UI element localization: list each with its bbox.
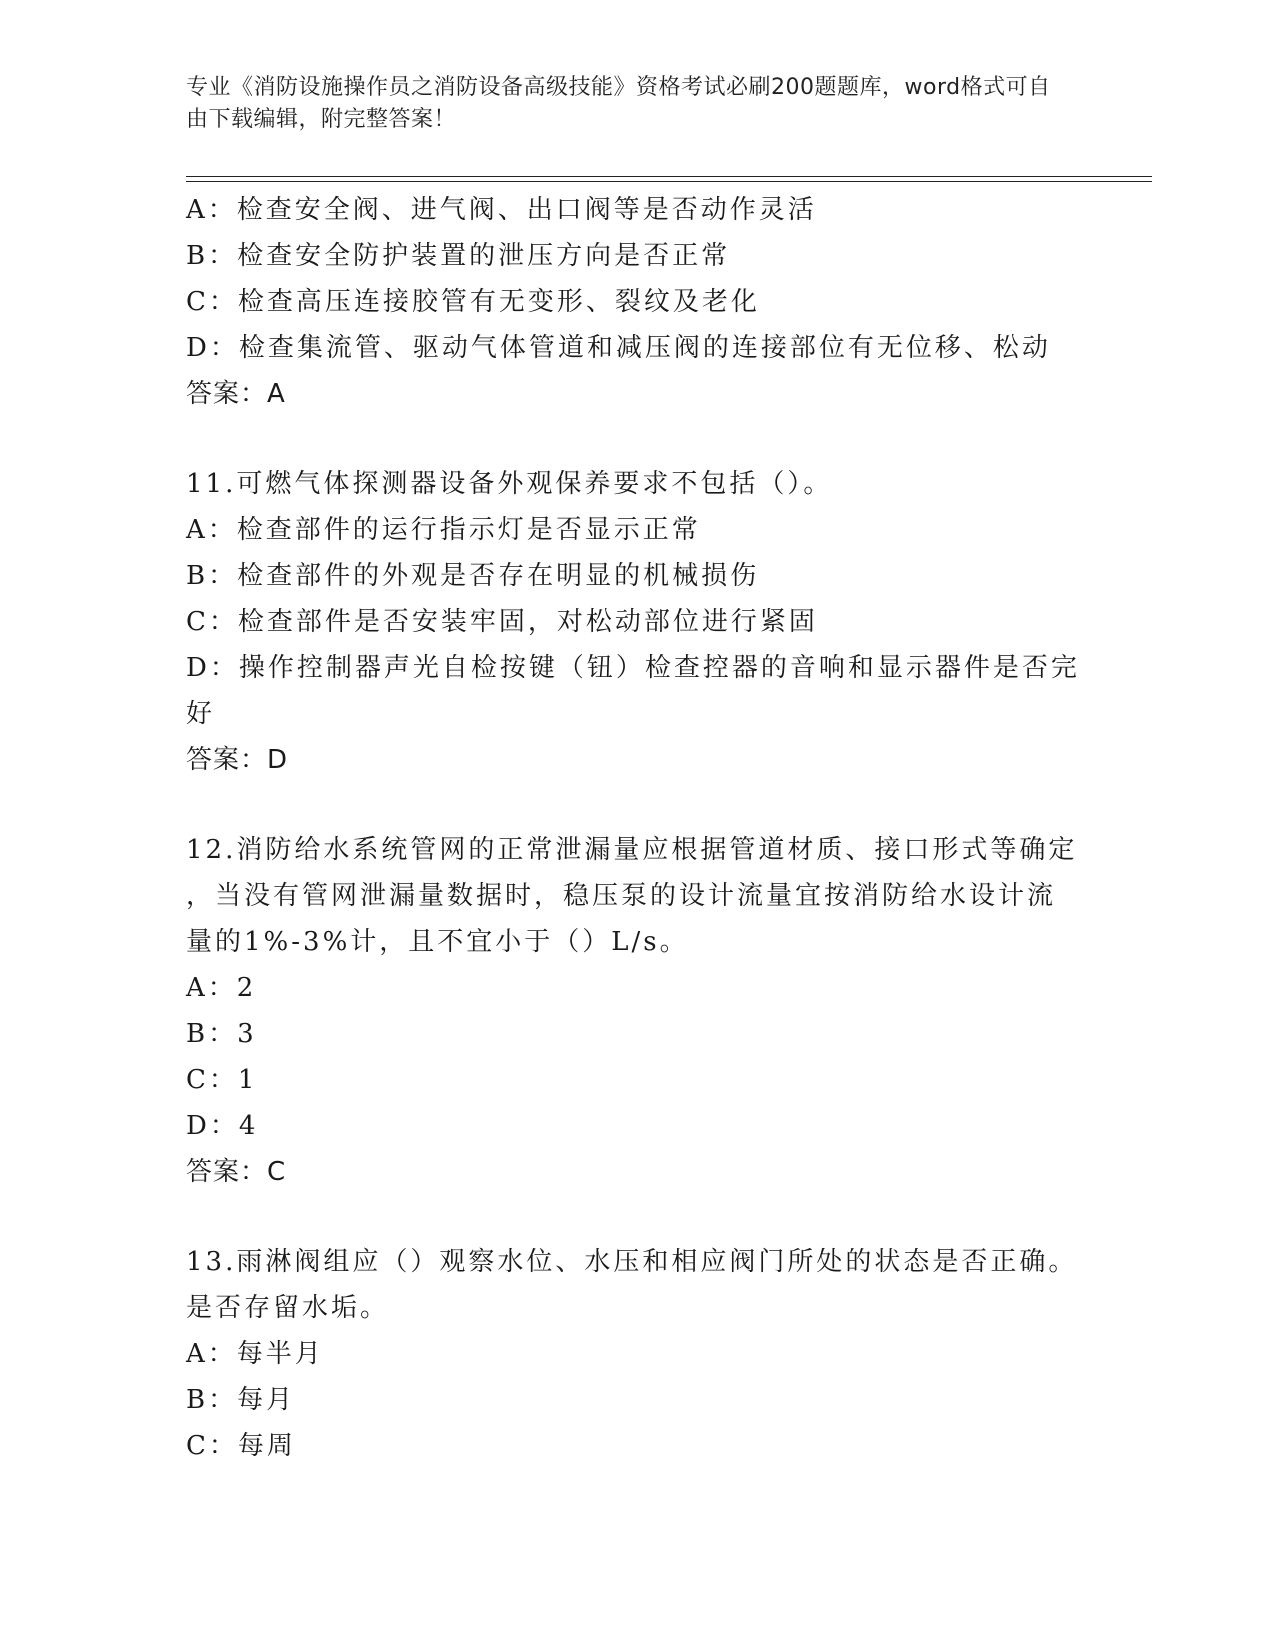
option-a: A：2	[186, 973, 257, 1003]
header-rule-top	[186, 176, 1152, 177]
option-d-continued: 好	[186, 699, 216, 729]
question-text-line-3: 量的1%-3%计，且不宜小于（）L/s。	[186, 927, 689, 957]
question-text-line-1: 13.雨淋阀组应（）观察水位、水压和相应阀门所处的状态是否正确。	[186, 1247, 1078, 1277]
question-text-line-2: ，当没有管网泄漏量数据时，稳压泵的设计流量宜按消防给水设计流	[186, 881, 1057, 911]
option-a: A：检查部件的运行指示灯是否显示正常	[186, 515, 701, 545]
option-c: C：检查高压连接胶管有无变形、裂纹及老化	[186, 287, 760, 317]
option-b: B：检查部件的外观是否存在明显的机械损伤	[186, 561, 760, 591]
option-d: D：操作控制器声光自检按键（钮）检查控器的音响和显示器件是否完	[186, 653, 1080, 683]
question-10-continued	[186, 187, 1066, 417]
question-text-line-1: 12.消防给水系统管网的正常泄漏量应根据管道材质、接口形式等确定	[186, 835, 1078, 865]
option-b: B：每月	[186, 1385, 296, 1415]
option-b: B：检查安全防护装置的泄压方向是否正常	[186, 241, 731, 271]
question-text: 11.可燃气体探测器设备外观保养要求不包括（）。	[186, 469, 833, 499]
question-11	[186, 461, 1080, 783]
question-text-line-2: 是否存留水垢。	[186, 1293, 390, 1323]
option-a: A：每半月	[186, 1339, 324, 1369]
answer: 答案：C	[186, 1157, 287, 1187]
option-d: D：检查集流管、驱动气体管道和减压阀的连接部位有无位移、松动	[186, 333, 1051, 363]
option-c: C：每周	[186, 1431, 296, 1461]
question-12	[186, 827, 1078, 1195]
question-content	[186, 187, 1080, 1469]
option-a: A：检查安全阀、进气阀、出口阀等是否动作灵活	[186, 195, 817, 225]
question-13	[186, 1239, 1078, 1469]
option-c: C：检查部件是否安装牢固，对松动部位进行紧固	[186, 607, 818, 637]
option-c: C：1	[186, 1065, 258, 1095]
header-rule-bottom	[186, 181, 1152, 182]
answer: 答案：A	[186, 379, 286, 409]
option-d: D：4	[186, 1111, 259, 1141]
answer: 答案：D	[186, 745, 289, 775]
option-b: B：3	[186, 1019, 257, 1049]
page-header: 专业《消防设施操作员之消防设备高级技能》资格考试必刷200题题库，word格式可自由下载编辑，附完整答案！	[186, 75, 1051, 132]
